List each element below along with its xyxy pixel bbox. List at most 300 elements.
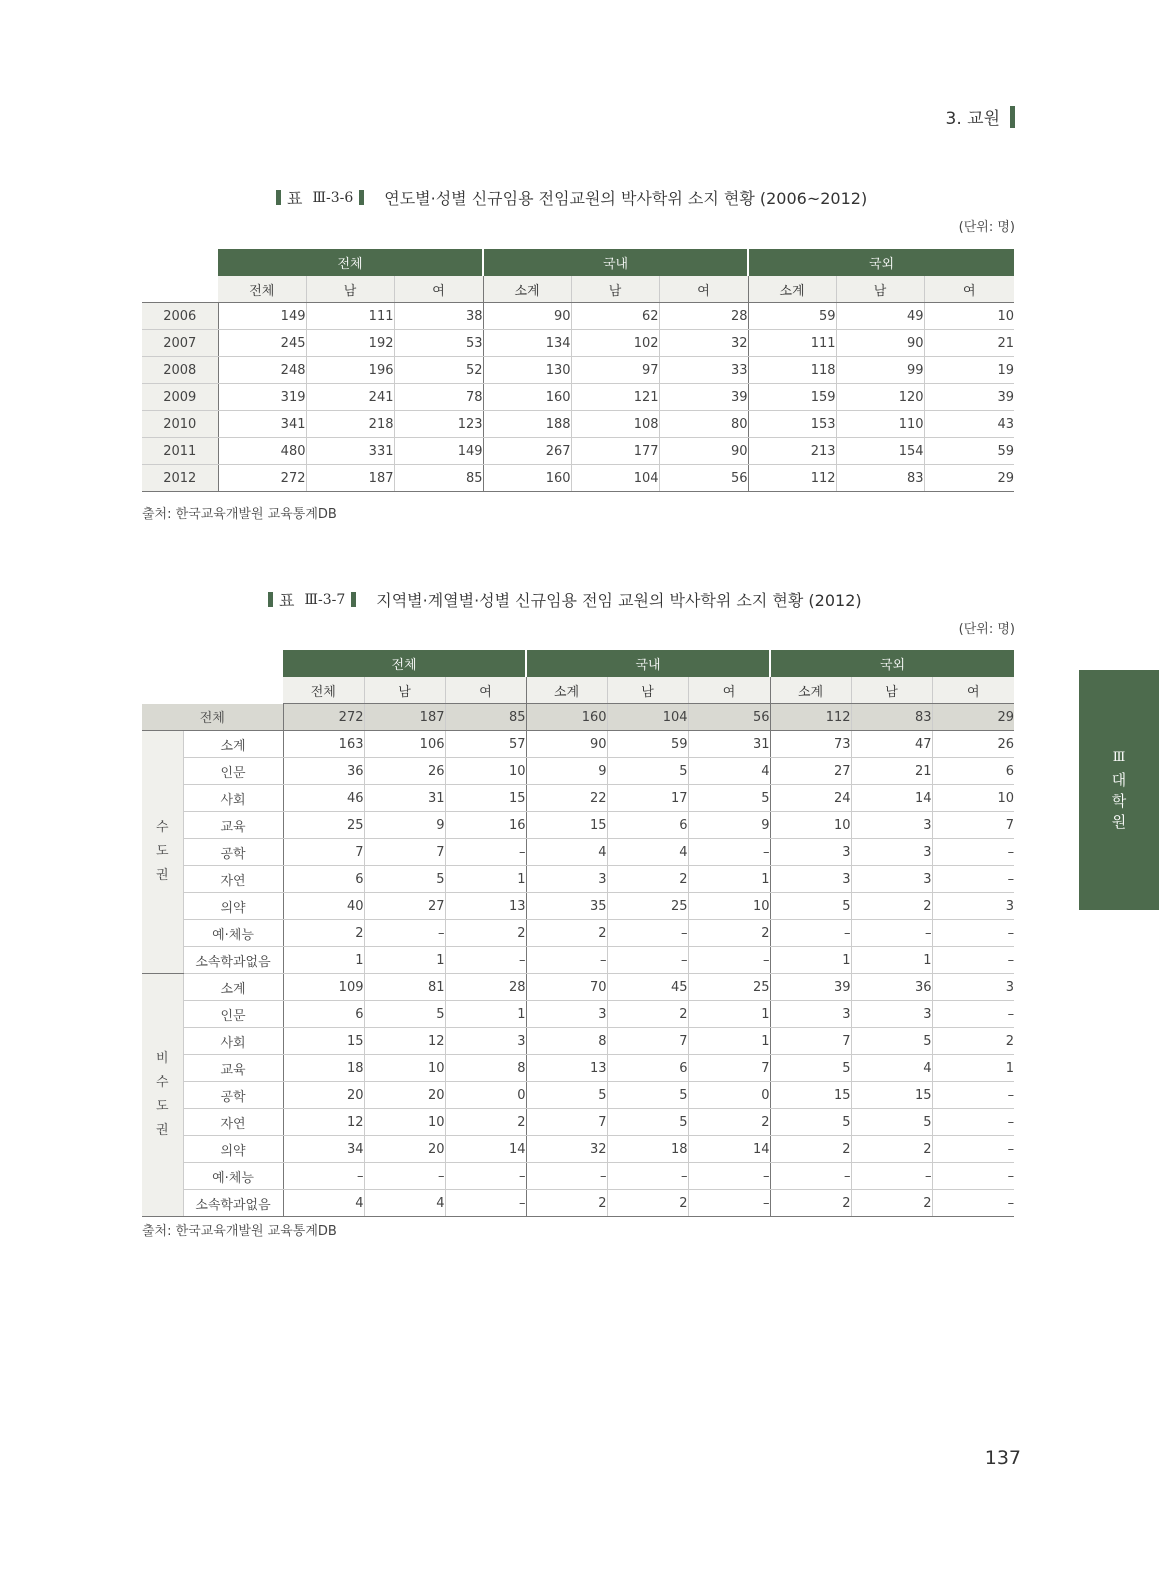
value-cell: 56 — [659, 465, 748, 492]
value-cell: 78 — [394, 384, 483, 411]
value-cell: 6 — [932, 758, 1014, 785]
table-row — [142, 1055, 1014, 1082]
value-cell: 187 — [306, 465, 394, 492]
value-cell: 3 — [851, 812, 932, 839]
header-sub: 남 — [607, 677, 688, 704]
header-group: 국내 — [526, 650, 770, 677]
value-cell: 12 — [283, 1109, 364, 1136]
region-char: 권 — [155, 1123, 169, 1138]
header-group-row — [142, 249, 1014, 276]
value-cell: 319 — [218, 384, 306, 411]
value-cell: 1 — [688, 866, 770, 893]
value-cell: 3 — [851, 866, 932, 893]
header-sub: 여 — [688, 677, 770, 704]
value-cell: 15 — [283, 1028, 364, 1055]
region-char: 수 — [155, 820, 169, 835]
caption-title: 연도별·성별 신규임용 전임교원의 박사학위 소지 현황 (2006~2012) — [384, 189, 868, 208]
value-cell: 104 — [607, 704, 688, 731]
value-cell: 5 — [770, 1055, 851, 1082]
value-cell: – — [770, 1163, 851, 1190]
value-cell: 2 — [770, 1190, 851, 1217]
caption-label: 표 — [279, 591, 295, 610]
header-sub: 전체 — [283, 677, 364, 704]
value-cell: 1 — [770, 947, 851, 974]
header-group-row — [142, 650, 1014, 677]
value-cell: 13 — [445, 893, 526, 920]
caption-label: 표 — [287, 189, 303, 208]
value-cell: 32 — [659, 330, 748, 357]
value-cell: 73 — [770, 731, 851, 758]
header-group: 국외 — [748, 249, 1014, 276]
value-cell: 6 — [607, 1055, 688, 1082]
value-cell: 111 — [306, 303, 394, 330]
value-cell: 62 — [571, 303, 659, 330]
value-cell: 109 — [283, 974, 364, 1001]
value-cell: 1 — [688, 1001, 770, 1028]
value-cell: 272 — [218, 465, 306, 492]
header-sub: 여 — [445, 677, 526, 704]
side-tab-roman: Ⅲ — [1112, 750, 1126, 765]
value-cell: 3 — [526, 866, 607, 893]
category-cell: 의약 — [183, 893, 283, 920]
value-cell: 5 — [364, 866, 445, 893]
value-cell: 4 — [283, 1190, 364, 1217]
value-cell: 20 — [364, 1082, 445, 1109]
value-cell: 187 — [364, 704, 445, 731]
value-cell: 15 — [851, 1082, 932, 1109]
header-sub: 소계 — [526, 677, 607, 704]
header-sub-row — [142, 677, 1014, 704]
value-cell: 118 — [748, 357, 836, 384]
value-cell: 213 — [748, 438, 836, 465]
value-cell: 0 — [445, 1082, 526, 1109]
value-cell: 1 — [932, 1055, 1014, 1082]
value-cell: 245 — [218, 330, 306, 357]
value-cell: 36 — [283, 758, 364, 785]
value-cell: 1 — [851, 947, 932, 974]
value-cell: 102 — [571, 330, 659, 357]
header-sub: 남 — [851, 677, 932, 704]
value-cell: 2 — [445, 1109, 526, 1136]
header-group: 국외 — [770, 650, 1014, 677]
header-sub: 남 — [364, 677, 445, 704]
value-cell: 1 — [445, 1001, 526, 1028]
value-cell: 2 — [526, 920, 607, 947]
value-cell: 177 — [571, 438, 659, 465]
year-cell: 2010 — [142, 411, 218, 438]
value-cell: 111 — [748, 330, 836, 357]
value-cell: 43 — [924, 411, 1014, 438]
value-cell: 154 — [836, 438, 924, 465]
table-row — [142, 785, 1014, 812]
value-cell: 7 — [526, 1109, 607, 1136]
value-cell: 59 — [924, 438, 1014, 465]
value-cell: 90 — [483, 303, 571, 330]
header-empty — [142, 650, 283, 677]
total-row — [142, 704, 1014, 731]
value-cell: 6 — [283, 866, 364, 893]
value-cell: 2 — [283, 920, 364, 947]
value-cell: 112 — [770, 704, 851, 731]
value-cell: 3 — [526, 1001, 607, 1028]
category-cell: 교육 — [183, 812, 283, 839]
value-cell: 7 — [364, 839, 445, 866]
value-cell: 218 — [306, 411, 394, 438]
value-cell: 16 — [445, 812, 526, 839]
value-cell: 59 — [748, 303, 836, 330]
value-cell: 2 — [607, 1190, 688, 1217]
value-cell: – — [364, 1163, 445, 1190]
value-cell: 3 — [932, 893, 1014, 920]
total-label: 전체 — [142, 704, 283, 731]
value-cell: 39 — [924, 384, 1014, 411]
value-cell: 10 — [924, 303, 1014, 330]
value-cell: 19 — [924, 357, 1014, 384]
value-cell: 149 — [394, 438, 483, 465]
value-cell: 341 — [218, 411, 306, 438]
header-sub: 여 — [659, 276, 748, 303]
value-cell: 26 — [932, 731, 1014, 758]
year-cell: 2008 — [142, 357, 218, 384]
table1-caption — [270, 186, 867, 209]
value-cell: 267 — [483, 438, 571, 465]
category-cell: 소계 — [183, 974, 283, 1001]
value-cell: – — [445, 1190, 526, 1217]
chapter-header — [946, 104, 1015, 129]
value-cell: 108 — [571, 411, 659, 438]
value-cell: 3 — [770, 1001, 851, 1028]
table-row — [142, 330, 1014, 357]
value-cell: 7 — [688, 1055, 770, 1082]
table-row — [142, 920, 1014, 947]
value-cell: 15 — [770, 1082, 851, 1109]
value-cell: 52 — [394, 357, 483, 384]
value-cell: 2 — [851, 1136, 932, 1163]
value-cell: 24 — [770, 785, 851, 812]
region-char: 비 — [155, 1051, 169, 1066]
value-cell: 21 — [851, 758, 932, 785]
table-row — [142, 974, 1014, 1001]
table-row — [142, 1136, 1014, 1163]
value-cell: – — [688, 1163, 770, 1190]
value-cell: 123 — [394, 411, 483, 438]
value-cell: 5 — [851, 1028, 932, 1055]
category-cell: 예·체능 — [183, 920, 283, 947]
value-cell: 110 — [836, 411, 924, 438]
value-cell: 10 — [770, 812, 851, 839]
caption-number: Ⅲ-3-6 — [312, 189, 354, 206]
header-sub: 여 — [924, 276, 1014, 303]
value-cell: 40 — [283, 893, 364, 920]
table1-unit: (단위: 명) — [958, 220, 1015, 235]
value-cell: 85 — [394, 465, 483, 492]
value-cell: 2 — [688, 1109, 770, 1136]
category-cell: 자연 — [183, 1109, 283, 1136]
header-group: 국내 — [483, 249, 748, 276]
value-cell: 149 — [218, 303, 306, 330]
value-cell: 10 — [688, 893, 770, 920]
value-cell: 3 — [851, 1001, 932, 1028]
value-cell: 1 — [364, 947, 445, 974]
value-cell: 2 — [688, 920, 770, 947]
page-number: 137 — [984, 1447, 1021, 1469]
value-cell: 35 — [526, 893, 607, 920]
value-cell: 90 — [836, 330, 924, 357]
header-sub: 소계 — [770, 677, 851, 704]
value-cell: 14 — [688, 1136, 770, 1163]
region-cell — [142, 974, 183, 1217]
table-row — [142, 1028, 1014, 1055]
table-row — [142, 411, 1014, 438]
category-cell: 공학 — [183, 1082, 283, 1109]
value-cell: 26 — [364, 758, 445, 785]
value-cell: 39 — [770, 974, 851, 1001]
value-cell: 17 — [607, 785, 688, 812]
value-cell: 480 — [218, 438, 306, 465]
table-row — [142, 438, 1014, 465]
table-row — [142, 1163, 1014, 1190]
table2-source: 출처: 한국교육개발원 교육통계DB — [142, 1224, 337, 1239]
table-row — [142, 758, 1014, 785]
region-char: 권 — [155, 868, 169, 883]
value-cell: 248 — [218, 357, 306, 384]
value-cell: 83 — [851, 704, 932, 731]
value-cell: 29 — [924, 465, 1014, 492]
value-cell: 112 — [748, 465, 836, 492]
value-cell: 4 — [851, 1055, 932, 1082]
value-cell: 59 — [607, 731, 688, 758]
value-cell: 80 — [659, 411, 748, 438]
value-cell: 2 — [851, 893, 932, 920]
region-char: 도 — [155, 844, 169, 859]
value-cell: – — [932, 1001, 1014, 1028]
value-cell: 36 — [851, 974, 932, 1001]
value-cell: 53 — [394, 330, 483, 357]
category-cell: 사회 — [183, 1028, 283, 1055]
value-cell: 90 — [659, 438, 748, 465]
caption-number: Ⅲ-3-7 — [304, 591, 346, 608]
table-row — [142, 731, 1014, 758]
value-cell: 130 — [483, 357, 571, 384]
value-cell: 6 — [607, 812, 688, 839]
header-group: 전체 — [283, 650, 526, 677]
value-cell: 3 — [445, 1028, 526, 1055]
section-side-tab — [1079, 670, 1159, 910]
header-sub: 여 — [394, 276, 483, 303]
value-cell: 20 — [364, 1136, 445, 1163]
value-cell: 272 — [283, 704, 364, 731]
value-cell: 32 — [526, 1136, 607, 1163]
value-cell: 97 — [571, 357, 659, 384]
value-cell: 196 — [306, 357, 394, 384]
table-row — [142, 465, 1014, 492]
value-cell: 14 — [851, 785, 932, 812]
value-cell: – — [607, 920, 688, 947]
value-cell: 49 — [836, 303, 924, 330]
value-cell: 1 — [445, 866, 526, 893]
table-row — [142, 947, 1014, 974]
value-cell: – — [364, 920, 445, 947]
value-cell: 39 — [659, 384, 748, 411]
value-cell: – — [851, 920, 932, 947]
value-cell: 192 — [306, 330, 394, 357]
caption-marker-right — [359, 190, 364, 205]
value-cell: 5 — [770, 893, 851, 920]
value-cell: 46 — [283, 785, 364, 812]
value-cell: 2 — [607, 1001, 688, 1028]
year-cell: 2007 — [142, 330, 218, 357]
table-row — [142, 812, 1014, 839]
category-cell: 예·체능 — [183, 1163, 283, 1190]
value-cell: 4 — [364, 1190, 445, 1217]
table-row — [142, 384, 1014, 411]
value-cell: 25 — [283, 812, 364, 839]
value-cell: 28 — [445, 974, 526, 1001]
caption-marker-left — [276, 190, 281, 205]
value-cell: 2 — [607, 866, 688, 893]
value-cell: 14 — [445, 1136, 526, 1163]
value-cell: 120 — [836, 384, 924, 411]
value-cell: 2 — [526, 1190, 607, 1217]
value-cell: – — [932, 1082, 1014, 1109]
category-cell: 의약 — [183, 1136, 283, 1163]
category-cell: 인문 — [183, 1001, 283, 1028]
value-cell: 121 — [571, 384, 659, 411]
value-cell: – — [445, 1163, 526, 1190]
value-cell: 160 — [483, 465, 571, 492]
value-cell: – — [932, 1109, 1014, 1136]
value-cell: – — [770, 920, 851, 947]
header-sub: 전체 — [218, 276, 306, 303]
value-cell: 27 — [770, 758, 851, 785]
value-cell: 160 — [483, 384, 571, 411]
chapter-marker — [1010, 106, 1015, 128]
value-cell: 18 — [607, 1136, 688, 1163]
value-cell: 34 — [283, 1136, 364, 1163]
category-cell: 인문 — [183, 758, 283, 785]
year-cell: 2006 — [142, 303, 218, 330]
value-cell: 1 — [688, 1028, 770, 1055]
value-cell: 5 — [607, 1109, 688, 1136]
value-cell: 22 — [526, 785, 607, 812]
value-cell: 70 — [526, 974, 607, 1001]
value-cell: 7 — [607, 1028, 688, 1055]
table-row — [142, 1109, 1014, 1136]
table2 — [142, 650, 1014, 1217]
value-cell: 9 — [364, 812, 445, 839]
table-row — [142, 1082, 1014, 1109]
value-cell: 20 — [283, 1082, 364, 1109]
value-cell: 10 — [445, 758, 526, 785]
value-cell: 3 — [851, 839, 932, 866]
value-cell: – — [932, 920, 1014, 947]
value-cell: 57 — [445, 731, 526, 758]
header-sub: 남 — [571, 276, 659, 303]
caption-title: 지역별·계열별·성별 신규임용 전임 교원의 박사학위 소지 현황 (2012) — [376, 591, 862, 610]
value-cell: 5 — [607, 1082, 688, 1109]
value-cell: – — [445, 947, 526, 974]
value-cell: 5 — [526, 1082, 607, 1109]
value-cell: 38 — [394, 303, 483, 330]
region-char: 수 — [155, 1075, 169, 1090]
table-row — [142, 893, 1014, 920]
value-cell: 47 — [851, 731, 932, 758]
header-empty — [142, 249, 218, 276]
value-cell: 25 — [688, 974, 770, 1001]
value-cell: 81 — [364, 974, 445, 1001]
value-cell: 0 — [688, 1082, 770, 1109]
year-cell: 2012 — [142, 465, 218, 492]
table2-caption — [262, 588, 862, 611]
value-cell: 12 — [364, 1028, 445, 1055]
value-cell: 241 — [306, 384, 394, 411]
value-cell: – — [851, 1163, 932, 1190]
value-cell: – — [607, 947, 688, 974]
value-cell: – — [932, 947, 1014, 974]
value-cell: – — [688, 839, 770, 866]
table-row — [142, 357, 1014, 384]
category-cell: 사회 — [183, 785, 283, 812]
value-cell: 3 — [770, 866, 851, 893]
value-cell: 2 — [851, 1190, 932, 1217]
value-cell: 7 — [932, 812, 1014, 839]
category-cell: 공학 — [183, 839, 283, 866]
value-cell: – — [932, 1136, 1014, 1163]
value-cell: 1 — [283, 947, 364, 974]
value-cell: 15 — [445, 785, 526, 812]
category-cell: 소속학과없음 — [183, 1190, 283, 1217]
value-cell: – — [526, 947, 607, 974]
value-cell: 33 — [659, 357, 748, 384]
value-cell: 5 — [688, 785, 770, 812]
value-cell: 331 — [306, 438, 394, 465]
value-cell: 163 — [283, 731, 364, 758]
category-cell: 소계 — [183, 731, 283, 758]
table-row — [142, 866, 1014, 893]
table1-source: 출처: 한국교육개발원 교육통계DB — [142, 507, 337, 522]
value-cell: 5 — [607, 758, 688, 785]
value-cell: – — [283, 1163, 364, 1190]
table2-unit: (단위: 명) — [958, 622, 1015, 637]
value-cell: 8 — [445, 1055, 526, 1082]
year-cell: 2009 — [142, 384, 218, 411]
value-cell: 2 — [445, 920, 526, 947]
value-cell: 9 — [688, 812, 770, 839]
caption-marker-right — [351, 592, 356, 607]
side-tab-char: 대 — [1111, 771, 1127, 789]
value-cell: 31 — [688, 731, 770, 758]
year-cell: 2011 — [142, 438, 218, 465]
value-cell: 25 — [607, 893, 688, 920]
value-cell: 13 — [526, 1055, 607, 1082]
table-row — [142, 1001, 1014, 1028]
value-cell: 6 — [283, 1001, 364, 1028]
caption-marker-left — [268, 592, 273, 607]
value-cell: 15 — [526, 812, 607, 839]
table1 — [142, 249, 1014, 492]
value-cell: 5 — [364, 1001, 445, 1028]
side-tab-char: 원 — [1111, 813, 1127, 831]
value-cell: 153 — [748, 411, 836, 438]
category-cell: 자연 — [183, 866, 283, 893]
header-sub: 소계 — [483, 276, 571, 303]
value-cell: – — [932, 866, 1014, 893]
value-cell: 3 — [770, 839, 851, 866]
header-sub-row — [142, 276, 1014, 303]
value-cell: 27 — [364, 893, 445, 920]
value-cell: 3 — [932, 974, 1014, 1001]
value-cell: 8 — [526, 1028, 607, 1055]
